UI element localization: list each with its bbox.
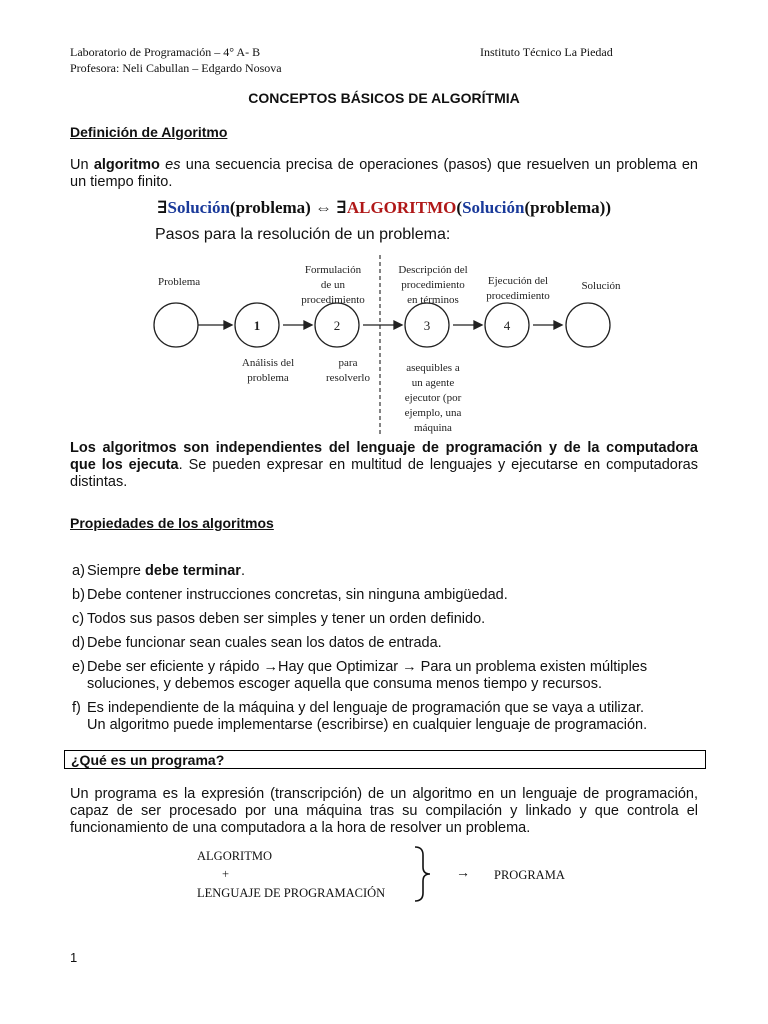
- label-solucion: Solución: [581, 280, 621, 292]
- item-e-line2: soluciones, y debemos escoger aquella que consuma menos tiempo y recursos.: [87, 676, 603, 692]
- label-formulacion-3: procedimiento: [301, 294, 365, 306]
- page-title: CONCEPTOS BÁSICOS DE ALGORÍTMIA: [248, 90, 520, 106]
- formula-algoritmo: ALGORITMO: [346, 198, 457, 217]
- node-4: 4: [503, 318, 511, 333]
- header-course: Laboratorio de Programación – 4° A- B: [70, 45, 261, 59]
- def-text-pre: Un: [70, 157, 94, 173]
- item-f-line1: Es independiente de la máquina y del lenguaje de programación que se vaya a utilizar.: [87, 700, 645, 716]
- label-formulacion-2: de un: [320, 279, 346, 291]
- circle-problema: [154, 303, 198, 347]
- circle-solucion: [566, 303, 610, 347]
- label-para-2: resolverlo: [326, 372, 370, 384]
- arrow-right-icon: →: [456, 866, 470, 881]
- label-asequibles-3: ejecutor (por: [404, 392, 462, 404]
- formula-solucion-2: Solución: [462, 198, 525, 217]
- node-1: 1: [253, 318, 261, 333]
- program-paragraph: Un programa es la expresión (transcripción) de un algoritmo en un lenguaje de programación, capaz de ser procesado por una máquina tras su compilación y linkado y que controla el funcionamiento de una computadora a la hora de resolver un problema.: [70, 786, 698, 836]
- right-brace-icon: [412, 845, 434, 903]
- arrow-3: [394, 321, 402, 329]
- independence-paragraph: [70, 440, 698, 491]
- formula: [0, 198, 768, 218]
- label-descripcion-3: en términos: [407, 294, 459, 306]
- node-2: 2: [333, 318, 341, 333]
- list-marker: c): [72, 611, 85, 627]
- diagram-title: Pasos para la resolución de un problema:: [155, 226, 451, 243]
- list-marker: d): [72, 635, 85, 651]
- label-analisis-1: Análisis del: [241, 357, 295, 369]
- equation-algoritmo: ALGORITMO: [197, 849, 272, 863]
- label-analisis-2: problema: [247, 372, 289, 384]
- equation-plus: +: [222, 867, 230, 881]
- arrow-4: [474, 321, 482, 329]
- label-ejecucion-2: procedimiento: [486, 290, 550, 302]
- independence-bold: Los algoritmos son independientes del lenguaje de programación y de la computadora que los ejecuta: [70, 440, 698, 473]
- item-f-line2: Un algoritmo puede implementarse (escribirse) en cualquier lenguaje de programación.: [87, 717, 648, 733]
- formula-problema-1: (problema) ⇔ ∃: [229, 198, 347, 217]
- label-asequibles-2: un agente: [411, 377, 455, 389]
- label-descripcion-1: Descripción del: [398, 264, 468, 276]
- formula-problema-2: (problema)): [524, 198, 611, 217]
- label-asequibles-4: ejemplo, una: [404, 407, 462, 419]
- page-number: 1: [70, 950, 78, 965]
- equation-programa: PROGRAMA: [494, 868, 565, 882]
- list-marker: b): [72, 587, 85, 603]
- item-a-post: .: [240, 563, 245, 579]
- arrow-1: [224, 321, 232, 329]
- label-formulacion-1: Formulación: [304, 264, 362, 276]
- item-a-pre: Siempre: [87, 563, 146, 579]
- list-marker: e): [72, 659, 85, 675]
- program-question-box: ¿Qué es un programa?: [64, 750, 706, 769]
- item-b-text: Debe contener instrucciones concretas, sin ninguna ambigüedad.: [87, 587, 508, 603]
- list-marker: f): [72, 700, 81, 716]
- properties-heading: Propiedades de los algoritmos: [70, 515, 274, 531]
- item-d-text: Debe funcionar sean cuales sean los datos de entrada.: [87, 635, 442, 651]
- header-teachers: Profesora: Neli Cabullan – Edgardo Nosova: [70, 61, 282, 75]
- independence-rest: . Se pueden expresar en multitud de lenguajes y ejecutarse en computadoras distintas.: [70, 457, 698, 490]
- node-3: 3: [423, 318, 431, 333]
- def-text-post: una secuencia precisa de operaciones (pasos) que resuelven un problema en un tiempo finito.: [70, 157, 698, 190]
- label-descripcion-2: procedimiento: [401, 279, 465, 291]
- definition-paragraph: [70, 157, 698, 191]
- def-text-bold: algoritmo: [93, 157, 160, 173]
- header-institute: Instituto Técnico La Piedad: [480, 45, 613, 59]
- arrow-5: [554, 321, 562, 329]
- formula-paren: (: [456, 198, 463, 217]
- label-asequibles-1: asequibles a: [406, 362, 460, 374]
- def-text-italic: es: [165, 157, 181, 173]
- item-c-text: Todos sus pasos deben ser simples y tener un orden definido.: [87, 611, 486, 627]
- label-asequibles-5: máquina: [414, 422, 452, 434]
- label-problema: Problema: [158, 276, 201, 288]
- item-a-bold: debe terminar: [145, 563, 241, 579]
- arrow-2: [304, 321, 312, 329]
- exists-symbol: ∃: [157, 198, 168, 217]
- process-diagram: [140, 255, 640, 440]
- definition-heading: Definición de Algoritmo: [70, 124, 228, 140]
- label-ejecucion-1: Ejecución del: [487, 275, 549, 287]
- item-e-line1: Debe ser eficiente y rápido →Hay que Optimizar → Para un problema existen múltiples: [87, 659, 648, 675]
- list-marker: a): [72, 563, 85, 579]
- equation-lenguaje: LENGUAJE DE PROGRAMACIÓN: [197, 886, 386, 900]
- label-para-1: para: [338, 357, 358, 369]
- formula-solucion-1: Solución: [167, 198, 230, 217]
